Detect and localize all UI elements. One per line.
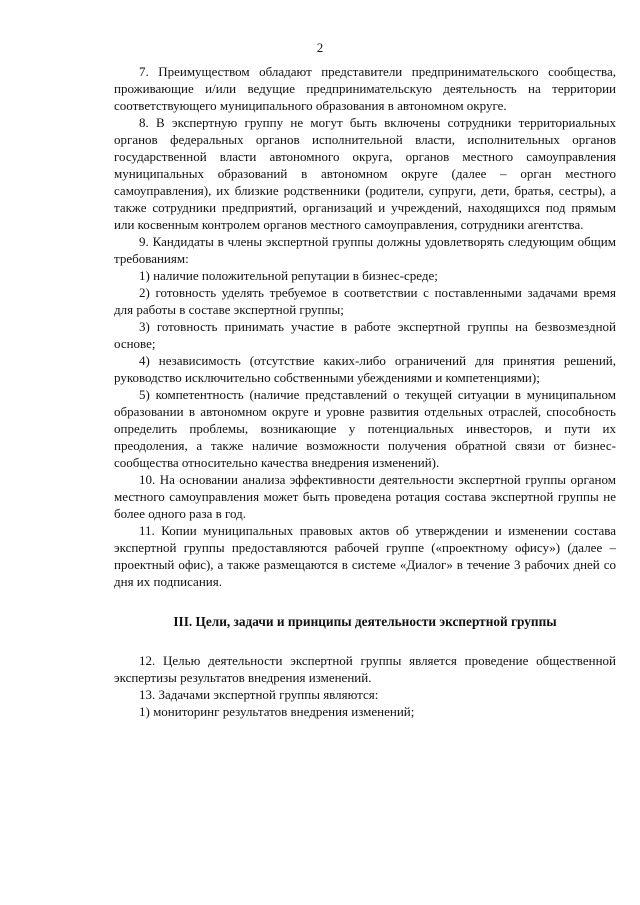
requirement-5: 5) компетентность (наличие представлений о текущей ситуации в муниципальном образовании в автономном округе и уровне развития отдельных отраслей, способность определить проблемы, возникающие у потенциальных инвесторов, и пути их преодоления, а также наличие возможности получения обратной связи от бизнес-сообщества относительно качества внедрения изменений). xyxy=(114,387,616,470)
paragraph-12: 12. Целью деятельности экспертной группы является проведение общественной экспертизы результатов внедрения изменений. xyxy=(114,653,616,685)
paragraph-10: 10. На основании анализа эффективности деятельности экспертной группы органом местного самоуправления может быть проведена ротация состава экспертной группы не более одного раза в год. xyxy=(114,472,616,521)
page-number: 2 xyxy=(316,40,324,55)
paragraph-11: 11. Копии муниципальных правовых актов об утверждении и изменении состава экспертной группы предоставляются рабочей группе («проектному офису») (далее – проектный офис), а также размещаются в системе «Диалог» в течение 3 рабочих дней со дня их подписания. xyxy=(114,523,616,589)
requirement-3: 3) готовность принимать участие в работе экспертной группы на безвозмездной основе; xyxy=(114,319,616,351)
document-body xyxy=(114,63,616,720)
requirement-2: 2) готовность уделять требуемое в соответствии с поставленными задачами время для работы в составе экспертной группы; xyxy=(114,285,616,317)
paragraph-8: 8. В экспертную группу не могут быть включены сотрудники территориальных органов федеральных органов исполнительной власти, исполнительных органов государственной власти автономного округа, органов местного самоуправления муниципальных образований в автономном округе (далее – орган местного самоуправления), их близкие родственники (родители, супруги, дети, братья, сестры), а также сотрудники предприятий, организаций и учреждений, находящихся под прямым или косвенным контролем органов местного самоуправления, сотрудники агентства. xyxy=(114,115,616,232)
task-1: 1) мониторинг результатов внедрения изменений; xyxy=(139,704,415,719)
paragraph-7: 7. Преимуществом обладают представители предпринимательского сообщества, проживающие и/или ведущие предпринимательскую деятельность на территории соответствующего муниципального образования в автономном округе. xyxy=(114,64,616,113)
requirement-4: 4) независимость (отсутствие каких-либо ограничений для принятия решений, руководство исключительно собственными убеждениями и компетенциями); xyxy=(114,353,616,385)
section-heading: III. Цели, задачи и принципы деятельности экспертной группы xyxy=(173,614,557,629)
paragraph-9: 9. Кандидаты в члены экспертной группы должны удовлетворять следующим общим требованиям: xyxy=(114,234,616,266)
paragraph-13: 13. Задачами экспертной группы являются: xyxy=(139,687,379,702)
requirement-1: 1) наличие положительной репутации в бизнес-среде; xyxy=(139,268,438,283)
